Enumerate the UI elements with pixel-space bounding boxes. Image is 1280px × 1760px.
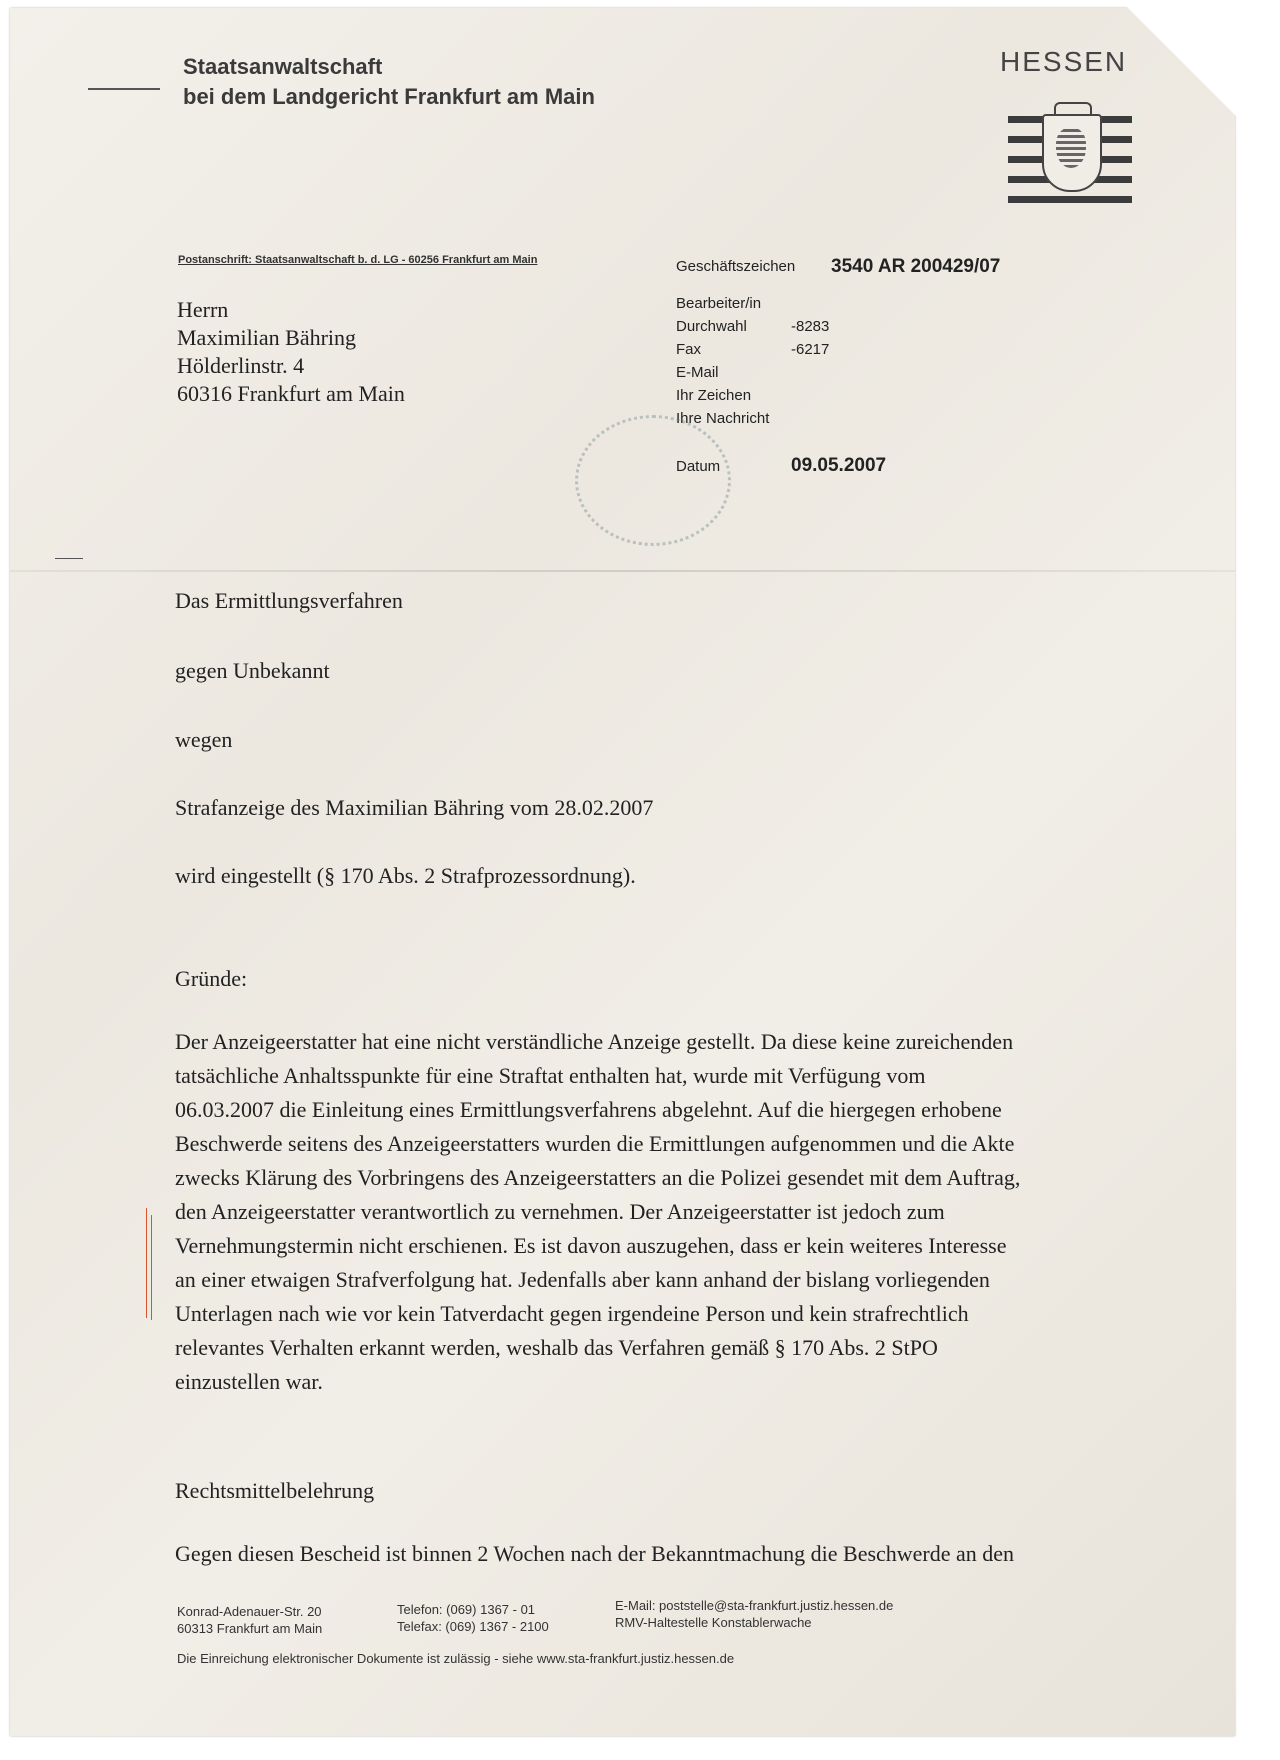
logo-word: HESSEN: [1000, 46, 1128, 77]
fold-mark: [55, 558, 83, 559]
lion-icon: [1056, 128, 1086, 168]
reasons-line: Beschwerde seitens des Anzeigeerstatters wurden die Ermittlungen aufgenommen und die Akte: [175, 1131, 1015, 1156]
decision-line1: Das Ermittlungsverfahren: [175, 588, 403, 613]
footer-fax: Telefax: (069) 1367 - 2100: [397, 1619, 549, 1634]
footer-phone-block: [397, 1601, 549, 1635]
your-ref-label: Ihr Zeichen: [676, 387, 752, 404]
decision-line2: gegen Unbekannt: [175, 658, 330, 683]
clerk-label: Bearbeiter/in: [676, 295, 762, 312]
footer-address: [177, 1603, 322, 1637]
recipient-salutation: Herrn: [177, 297, 229, 322]
recipient-name: Maximilian Bähring: [177, 325, 357, 350]
margin-highlight: [146, 1208, 147, 1318]
reasons-heading: Gründe:: [175, 966, 248, 991]
date-value: 09.05.2007: [791, 455, 887, 476]
logo-stripe: [1008, 196, 1132, 203]
email-label: E-Mail: [676, 364, 719, 381]
folded-corner: [1120, 0, 1250, 130]
authority-header: [183, 52, 595, 112]
reasons-line: relevantes Verhalten erkannt werden, weshalb das Verfahren gemäß § 170 Abs. 2 StPO: [175, 1335, 938, 1360]
reasons-line: den Anzeigeerstatter verantwortlich zu vernehmen. Der Anzeigeerstatter ist jedoch zum: [175, 1199, 945, 1224]
footer-address-line1: Konrad-Adenauer-Str. 20: [177, 1604, 322, 1619]
footer-notice: Die Einreichung elektronischer Dokumente ist zulässig - siehe www.sta-frankfurt.justiz.hessen.de: [177, 1651, 735, 1666]
footer-email: E-Mail: poststelle@sta-frankfurt.justiz.hessen.de: [615, 1598, 894, 1613]
reference-label: Geschäftszeichen: [676, 258, 796, 275]
fold-line: [10, 570, 1235, 572]
reasons-line: Unterlagen nach wie vor kein Tatverdacht gegen irgendeine Person und kein strafrechtlich: [175, 1301, 969, 1326]
decision-line5: wird eingestellt (§ 170 Abs. 2 Strafprozessordnung).: [175, 863, 636, 888]
reasons-line: Der Anzeigeerstatter hat eine nicht verständliche Anzeige gestellt. Da diese keine zureichenden: [175, 1029, 1014, 1054]
margin-highlight: [151, 1215, 152, 1320]
legal-remedy-line1: Gegen diesen Bescheid ist binnen 2 Wochen nach der Bekanntmachung die Beschwerde an den: [175, 1541, 1015, 1566]
legal-remedy-heading: Rechtsmittelbelehrung: [175, 1478, 375, 1503]
direct-dial-label: Durchwahl: [676, 318, 747, 335]
reasons-line: an einer etwaigen Strafverfolgung hat. Jedenfalls aber kann anhand der bislang vorliegenden: [175, 1267, 990, 1292]
direct-dial-value: -8283: [791, 318, 830, 335]
date-label: Datum: [676, 458, 721, 475]
reasons-line: einzustellen war.: [175, 1369, 323, 1394]
postal-address: Postanschrift: Staatsanwaltschaft b. d. LG - 60256 Frankfurt am Main: [178, 254, 538, 266]
coat-of-arms-icon: [1042, 114, 1102, 192]
recipient-street: Hölderlinstr. 4: [177, 353, 305, 378]
authority-line1: Staatsanwaltschaft: [183, 54, 383, 79]
your-message-label: Ihre Nachricht: [676, 410, 770, 427]
hessen-logo: [1000, 46, 1140, 78]
footer-transit: RMV-Haltestelle Konstablerwache: [615, 1615, 812, 1630]
reasons-line: zwecks Klärung des Vorbringens des Anzeigeerstatters an die Polizei gesendet mit dem Auftrag,: [175, 1165, 1021, 1190]
footer-address-line2: 60313 Frankfurt am Main: [177, 1621, 323, 1636]
fax-label: Fax: [676, 341, 702, 358]
reasons-line: 06.03.2007 die Einleitung eines Ermittlungsverfahrens abgelehnt. Auf die hiergegen erhobene: [175, 1097, 1002, 1122]
punch-mark-top: [88, 88, 160, 90]
faded-stamp: [575, 415, 731, 546]
recipient-city: 60316 Frankfurt am Main: [177, 381, 405, 406]
fax-value: -6217: [791, 341, 830, 358]
reference-value: 3540 AR 200429/07: [831, 256, 1001, 277]
reasons-line: tatsächliche Anhaltsspunkte für eine Straftat enthalten hat, wurde mit Verfügung vom: [175, 1063, 926, 1088]
reasons-paragraph: [175, 1025, 1135, 1399]
authority-line2: bei dem Landgericht Frankfurt am Main: [183, 84, 595, 109]
decision-line3: wegen: [175, 727, 233, 752]
footer-contact-block: [615, 1597, 893, 1631]
recipient-block: [177, 296, 405, 408]
footer-phone: Telefon: (069) 1367 - 01: [397, 1602, 536, 1617]
decision-line4: Strafanzeige des Maximilian Bähring vom 28.02.2007: [175, 795, 654, 820]
reasons-line: Vernehmungstermin nicht erschienen. Es ist davon auszugehen, dass er kein weiteres Interesse: [175, 1233, 1007, 1258]
